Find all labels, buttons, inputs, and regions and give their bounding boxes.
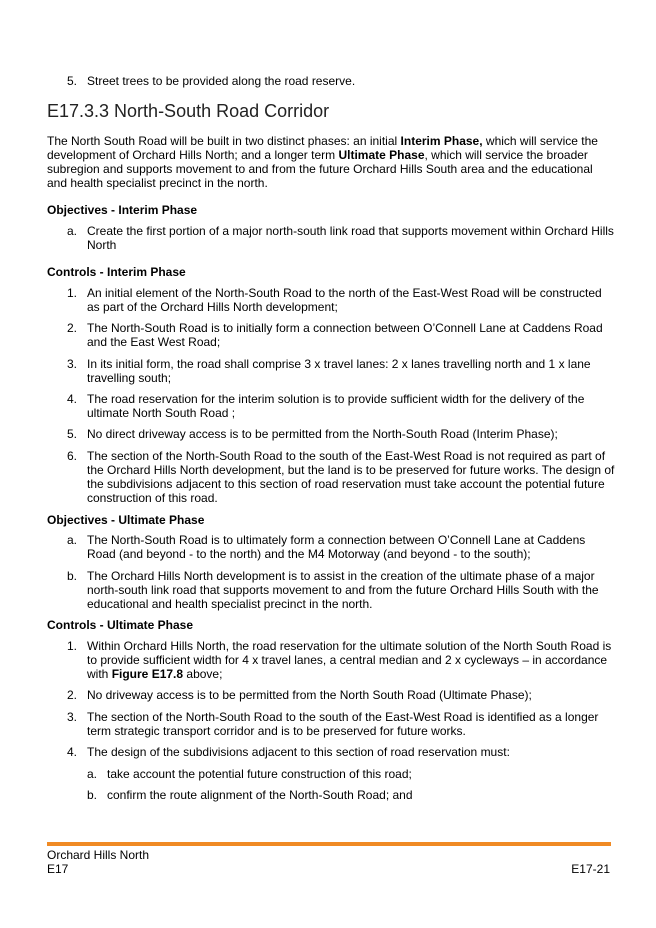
figure-reference: Figure E17.8 — [111, 667, 184, 681]
list-number: 5. — [67, 427, 78, 441]
intro-text-3: , which will service the broader subregion and supports movement to and from the future Orchard Hills South area and the educational and health specialist precinct in the north. — [47, 148, 593, 190]
list-number: a. — [87, 767, 98, 781]
list-text — [87, 639, 615, 681]
list-number: 1. — [67, 286, 78, 300]
list-item — [67, 321, 615, 349]
list-number: 1. — [67, 639, 78, 653]
list-text: The road reservation for the interim solution is to provide sufficient width for the delivery of the ultimate North South Road ; — [87, 392, 585, 420]
list-text: Street trees to be provided along the road reserve. — [87, 74, 356, 88]
list-text: An initial element of the North-South Road to the north of the East-West Road will be constructed as part of the Orchard Hills North development; — [87, 286, 602, 314]
intro-bold-ultimate: Ultimate Phase — [338, 148, 425, 162]
list-item — [67, 688, 615, 702]
list-text: The section of the North-South Road to the south of the East-West Road is not required as part of the Orchard Hills North development, but the land is to be preserved for future works. The design of the subdivisions adjacent to this section of road reservation must take account the potential future construction of this road. — [87, 449, 615, 505]
objectives-interim-heading: Objectives - Interim Phase — [47, 203, 198, 217]
list-text-part: Within Orchard Hills North, the road reservation for the ultimate solution of the North South Road is to provide sufficient width for 4 x travel lanes, a central median and 2 x cycleways – in accordance with — [87, 639, 612, 681]
list-number: b. — [67, 569, 78, 583]
footer-doc-title: Orchard Hills North — [47, 848, 150, 862]
list-item — [67, 569, 615, 611]
list-number: 4. — [67, 392, 78, 406]
list-item — [67, 710, 615, 738]
list-item — [67, 74, 627, 88]
intro-text-2: which will service the development of Orchard Hills North; and a longer term — [47, 134, 598, 162]
list-text-part: above; — [183, 667, 223, 681]
list-item — [67, 745, 615, 759]
list-number: 2. — [67, 321, 78, 335]
footer-rule — [47, 842, 611, 846]
list-text: The design of the subdivisions adjacent to this section of road reservation must: — [87, 745, 510, 759]
list-item — [67, 639, 615, 681]
controls-interim-heading: Controls - Interim Phase — [47, 265, 186, 279]
list-text: The Orchard Hills North development is to assist in the creation of the ultimate phase of a major north-south link road that supports movement to and from the future Orchard Hills South with the educational and health specialist precinct in the north. — [87, 569, 599, 611]
list-number: 3. — [67, 710, 78, 724]
list-item — [67, 533, 615, 561]
footer-section: E17 — [47, 862, 69, 876]
list-text: The North-South Road is to initially form a connection between O’Connell Lane at Caddens Road and the East West Road; — [87, 321, 603, 349]
list-text: No direct driveway access is to be permitted from the North-South Road (Interim Phase); — [87, 427, 558, 441]
list-number: 3. — [67, 357, 78, 371]
intro-paragraph — [47, 134, 613, 190]
list-number: a. — [67, 224, 78, 238]
list-item — [67, 392, 615, 420]
intro-bold-interim: Interim Phase, — [400, 134, 483, 148]
objectives-ultimate-heading: Objectives - Ultimate Phase — [47, 513, 205, 527]
list-item — [67, 286, 615, 314]
list-item — [67, 427, 615, 441]
list-text: No driveway access is to be permitted from the North South Road (Ultimate Phase); — [87, 688, 532, 702]
section-title: E17.3.3 North-South Road Corridor — [47, 101, 330, 121]
list-text: take account the potential future construction of this road; — [107, 767, 412, 781]
controls-ultimate-heading: Controls - Ultimate Phase — [47, 618, 194, 632]
list-text: The section of the North-South Road to the south of the East-West Road is identified as a longer term strategic transport corridor and is to be preserved for future works. — [87, 710, 599, 738]
list-item — [87, 788, 615, 802]
list-item — [67, 449, 615, 505]
list-number: b. — [87, 788, 98, 802]
intro-text-1: The North South Road will be built in two distinct phases: an initial — [47, 134, 401, 148]
list-item — [67, 224, 615, 252]
list-text: Create the first portion of a major north-south link road that supports movement within Orchard Hills North — [87, 224, 614, 252]
list-number: 5. — [67, 74, 78, 88]
list-number: 6. — [67, 449, 78, 463]
list-number: 4. — [67, 745, 78, 759]
list-item — [67, 357, 615, 385]
list-text: The North-South Road is to ultimately form a connection between O’Connell Lane at Caddens Road (and beyond - to the north) and the M4 Motorway (and beyond - to the south); — [87, 533, 586, 561]
list-text: confirm the route alignment of the North-South Road; and — [107, 788, 413, 802]
list-text: In its initial form, the road shall comprise 3 x travel lanes: 2 x lanes travelling north and 1 x lane travelling south; — [87, 357, 591, 385]
list-number: 2. — [67, 688, 78, 702]
list-number: a. — [67, 533, 78, 547]
footer-page-number: E17-21 — [571, 862, 610, 876]
list-item — [87, 767, 615, 781]
